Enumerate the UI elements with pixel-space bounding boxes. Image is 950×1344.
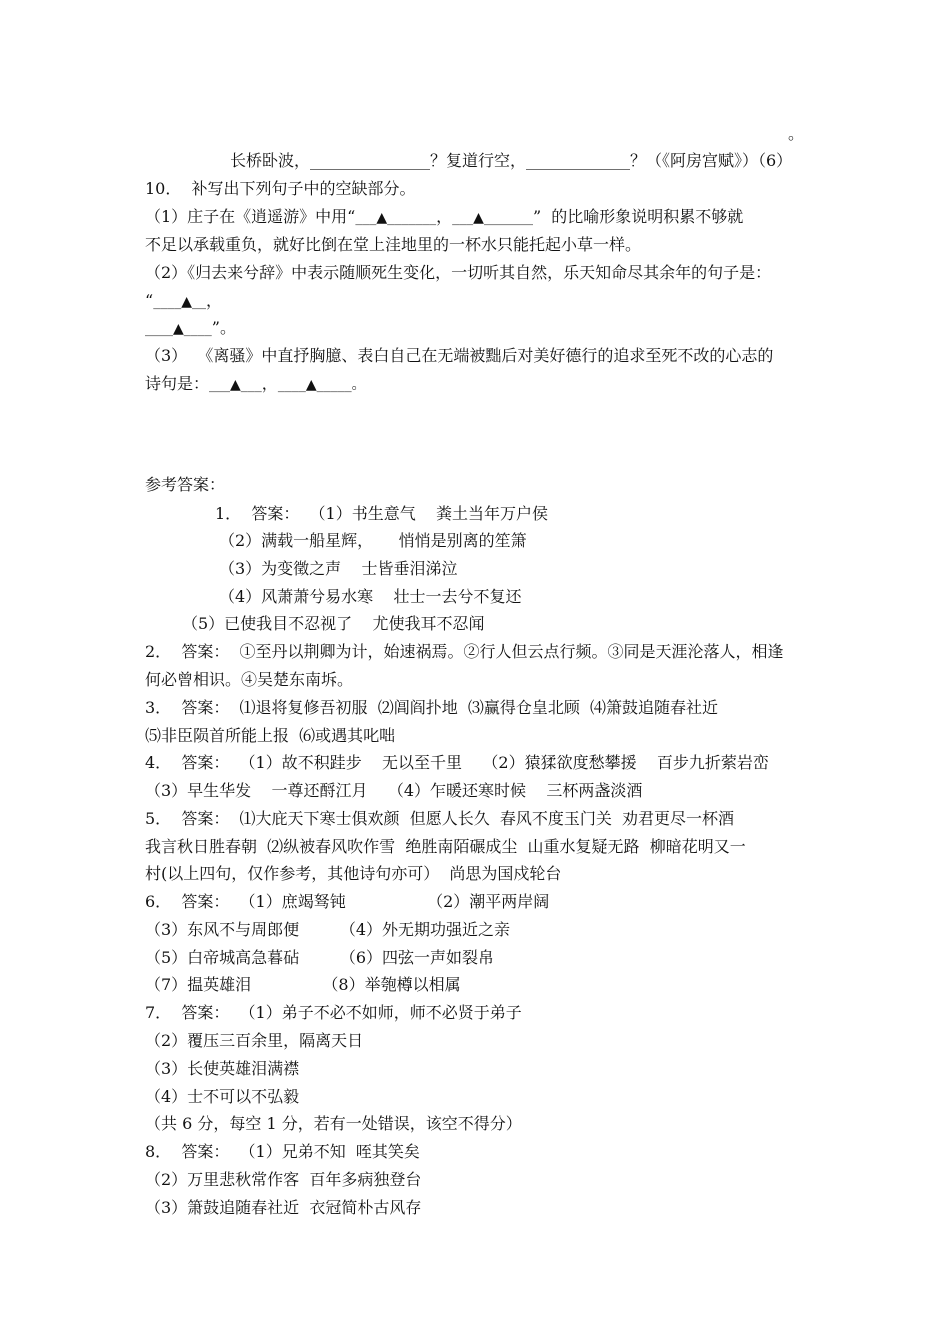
answer-line: 8． 答案： （1）兄弟不知 咥其笑矣 — [145, 1142, 420, 1161]
comma: ， — [205, 291, 222, 310]
fill-blank: ____▲__ — [153, 294, 206, 310]
item-3-lead: 诗句是： — [145, 374, 210, 393]
answer-line: 6． 答案： （1）庶竭驽钝 （2）潮平两岸阔 — [145, 892, 550, 911]
answer-line: （3）早生华发 一尊还酹江月 （4）乍暖还寒时候 三杯两盏淡酒 — [145, 781, 643, 800]
answer-line: （3）为变徵之声 士皆垂泪涕泣 — [219, 559, 458, 578]
stray-period: 。 — [788, 124, 805, 143]
question-9-fragment: 长桥卧波，_______________？复道行空，_____________？（《阿房宫赋》）（6） — [230, 151, 793, 170]
item-1-suffix: ” 的比喻形象说明积累不够就 — [532, 207, 744, 226]
open-quote: “ — [145, 291, 154, 310]
answer-line: （7）揾英雄泪 （8）举匏樽以相属 — [145, 975, 461, 994]
answer-line: 3． 答案： ⑴退将复修吾初服 ⑵阊阎扑地 ⑶赢得仓皇北顾 ⑷箫鼓追随春社近 — [145, 698, 719, 717]
question-10-item-2-blank-2 — [145, 318, 236, 338]
answer-line: （4）士不可以不弘毅 — [145, 1087, 300, 1106]
fill-blank: ____▲_____。 — [277, 377, 366, 393]
answer-line: 4． 答案： （1）故不积跬步 无以至千里 （2）猿猱欲度愁攀援 百步九折萦岩峦 — [145, 753, 769, 772]
answer-line: ⑸非臣陨首所能上报 ⑹或遇其叱咄 — [145, 726, 396, 745]
answer-line: （3）长使英雄泪满襟 — [145, 1059, 300, 1078]
fill-blank: ___▲_______ — [452, 210, 533, 226]
question-10-item-2: （2）《归去来兮辞》中表示随顺死生变化，一切听其自然，乐天知命尽其余年的句子是： — [145, 263, 772, 282]
answer-line: 7． 答案： （1）弟子不必不如师，师不必贤于弟子 — [145, 1003, 522, 1022]
answer-line: 我言秋日胜春朝 ⑵纵被春风吹作雪 绝胜南陌碾成尘 山重水复疑无路 柳暗花明又一 — [145, 837, 746, 856]
fill-blank: ___▲___ — [209, 377, 262, 393]
question-10-item-2-blank-1 — [145, 291, 222, 311]
question-10-heading: 10． 补写出下列句子中的空缺部分。 — [145, 179, 416, 198]
answer-line: （2）覆压三百余里，隔离天日 — [145, 1031, 364, 1050]
question-10-item-1 — [145, 207, 743, 227]
question-10-item-3: （3） 《离骚》中直抒胸臆、表白自己在无端被黜后对美好德行的追求至死不改的心志的 — [145, 346, 774, 365]
answer-line: （4）风萧萧兮易水寒 壮士一去兮不复还 — [219, 587, 522, 606]
answer-line: （5）白帝城高急暮砧 （6）四弦一声如裂帛 — [145, 948, 495, 967]
fill-blank: ___▲_______ — [355, 210, 437, 226]
answer-line: （3）箫鼓追随春社近 衣冠简朴古风存 — [145, 1198, 422, 1217]
answer-line: （5）已使我目不忍视了 尤使我耳不忍闻 — [182, 614, 485, 633]
question-10-item-1-continued: 不足以承载重负，就好比倒在堂上洼地里的一杯水只能托起小草一样。 — [145, 235, 642, 254]
answer-line: 5． 答案： ⑴大庇天下寒士俱欢颜 但愿人长久 春风不度玉门关 劝君更尽一杯酒 — [145, 809, 735, 828]
answers-heading: 参考答案： — [145, 475, 226, 494]
fill-blank: ____▲____ — [145, 321, 212, 337]
comma: ， — [261, 374, 278, 393]
item-1-prefix: （1）庄子在《逍遥游》中用“ — [145, 207, 356, 226]
item-1-separator: ， — [436, 207, 453, 226]
answer-line: （2）满载一船星辉， 悄悄是别离的笙箫 — [219, 531, 527, 550]
close-quote: ”。 — [211, 318, 236, 337]
answer-line: （2）万里悲秋常作客 百年多病独登台 — [145, 1170, 422, 1189]
answer-line: 村(以上四句，仅作参考，其他诗句亦可） 尚思为国戍轮台 — [145, 864, 562, 883]
answer-line: （3）东风不与周郎便 （4）外无期功强近之亲 — [145, 920, 511, 939]
question-10-item-3-blanks — [145, 374, 366, 394]
answer-line: （共 6 分，每空 1 分，若有一处错误，该空不得分） — [145, 1114, 522, 1133]
answer-line: 2． 答案： ①至丹以荆卿为计，始速祸焉。②行人但云点行频。③同是天涯沦落人，相逢 — [145, 642, 784, 661]
answer-line: 1． 答案： （1）书生意气 粪土当年万户侯 — [215, 504, 549, 523]
answer-line: 何必曾相识。④吴楚东南坼。 — [145, 670, 354, 689]
